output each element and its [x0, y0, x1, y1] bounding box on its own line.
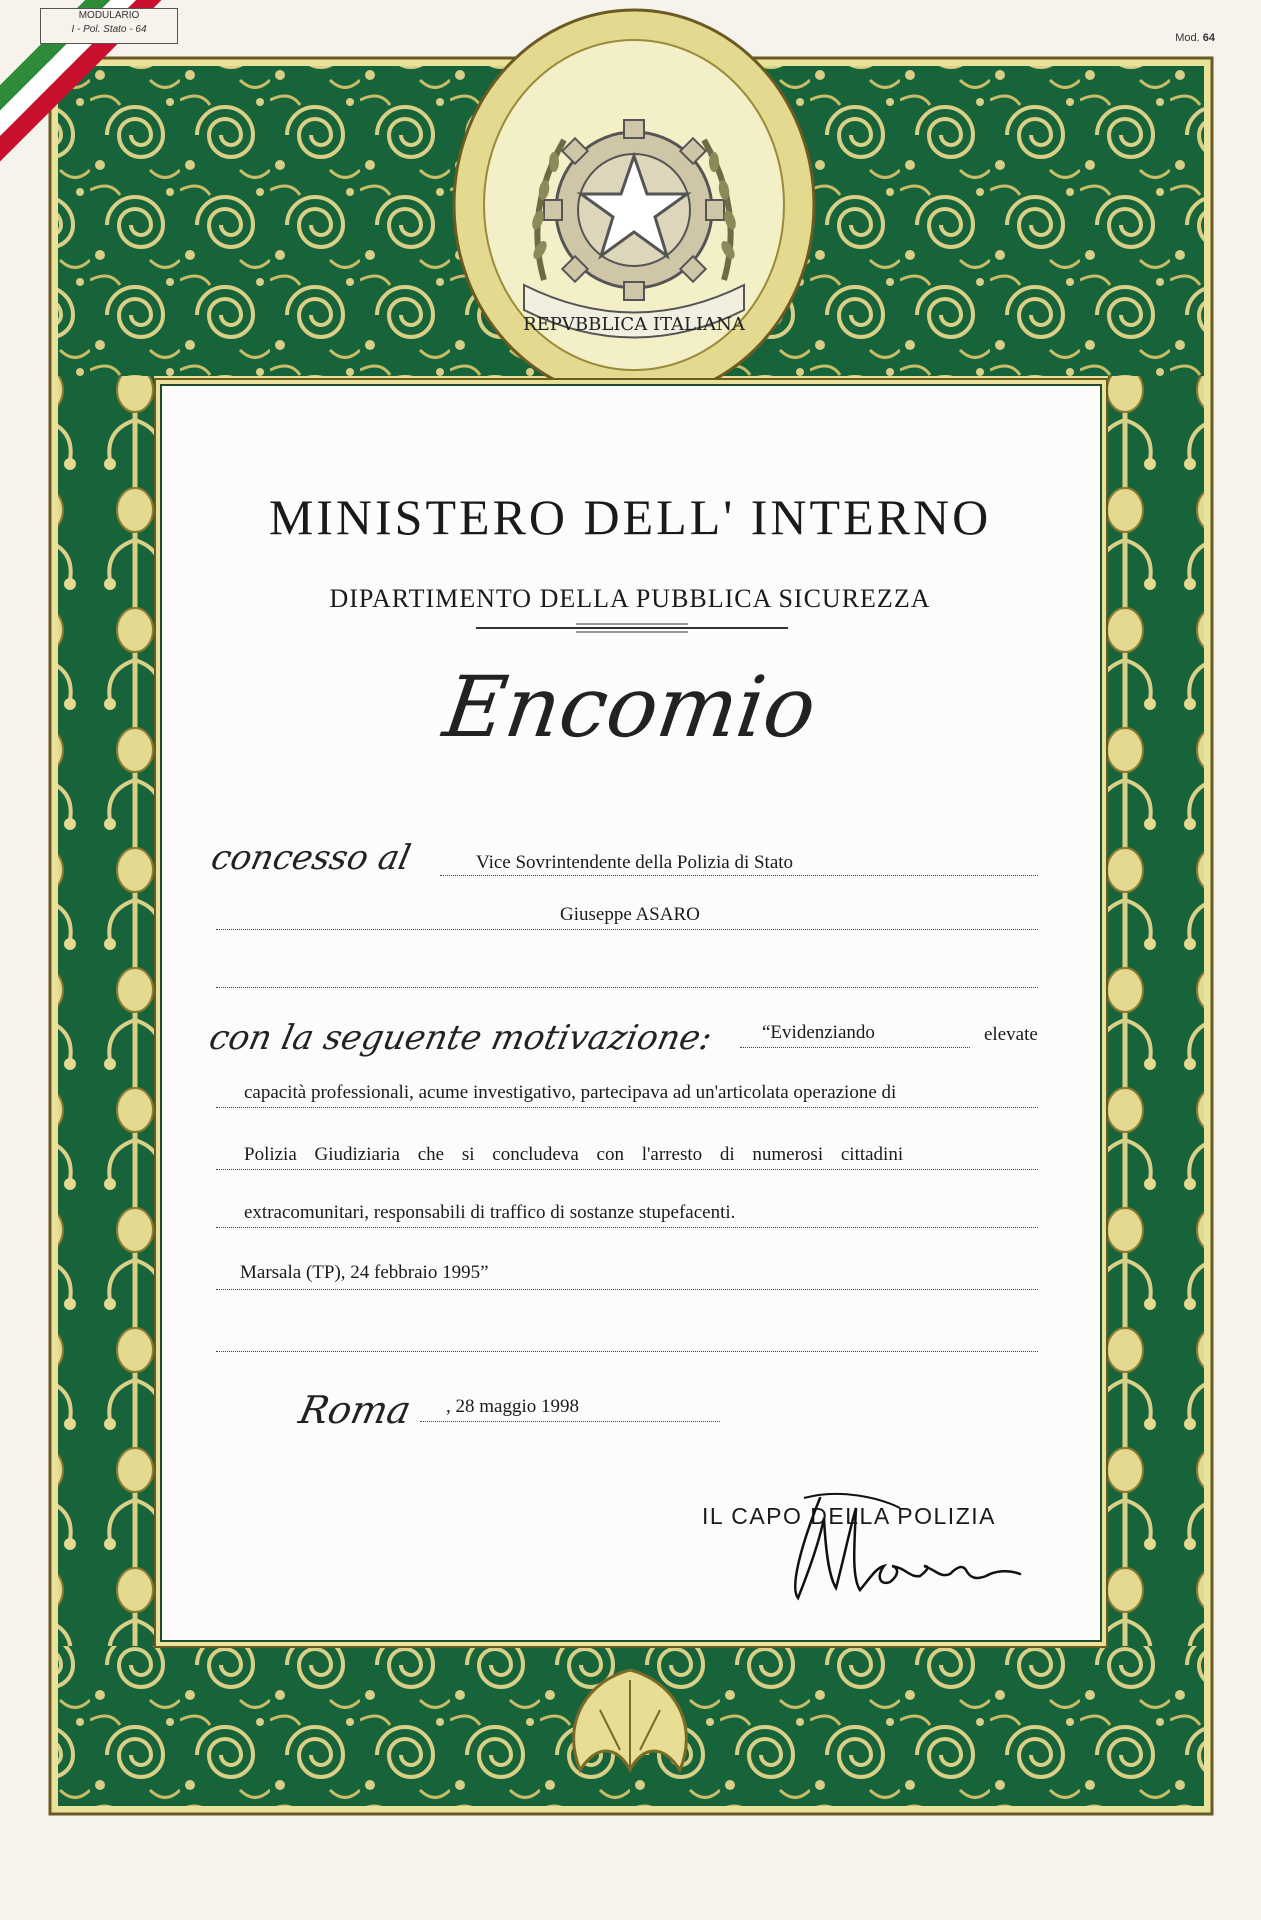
motivation-line-4 — [216, 1226, 1038, 1228]
motivation-line-2 — [216, 1106, 1038, 1108]
form-code-box — [40, 8, 178, 44]
motivation-line-6 — [216, 1350, 1038, 1352]
tricolor-ribbon — [0, 0, 340, 440]
republic-emblem — [504, 80, 764, 370]
recipient-name: Giuseppe ASARO — [560, 904, 700, 925]
motivation-line1-end: elevate — [984, 1024, 1038, 1045]
recipient-rank: Vice Sovrintendente della Polizia di Stato — [476, 852, 794, 873]
motivation-line4: extracomunitari, responsabili di traffico di sostanze stupefacenti. — [244, 1202, 736, 1223]
recipient-label: concesso al — [207, 838, 415, 878]
document-date: , 28 maggio 1998 — [446, 1396, 579, 1417]
date-line — [420, 1420, 720, 1422]
model-number-value: 64 — [1202, 32, 1215, 44]
title-divider — [476, 620, 788, 636]
recipient-line-1 — [440, 874, 1038, 876]
recipient-line-2 — [216, 928, 1038, 930]
department-subtitle: DIPARTIMENTO DELLA PUBBLICA SICUREZZA — [329, 584, 931, 613]
motivation-line-3 — [216, 1168, 1038, 1170]
motivation-line-1 — [740, 1046, 970, 1048]
signatory-title: IL CAPO DELLA POLIZIA — [702, 1503, 996, 1529]
award-title: Encomio — [438, 658, 822, 756]
ministry-title: MINISTERO DELL' INTERNO — [268, 489, 992, 545]
motivation-line3: Polizia Giudiziaria che si concludeva con l'arresto di numerosi cittadini — [244, 1144, 904, 1165]
form-code-line1: MODULARIO — [78, 10, 140, 21]
form-code-line2: I - Pol. Stato - 64 — [71, 24, 147, 35]
motivation-line2: capacità professionali, acume investigativo, partecipava ad un'articolata operazione di — [244, 1082, 897, 1103]
handwritten-signature — [780, 1478, 1040, 1618]
motivation-line5: Marsala (TP), 24 febbraio 1995” — [240, 1262, 489, 1283]
model-prefix: Mod. — [1175, 32, 1200, 44]
certificate-panel — [160, 384, 1102, 1642]
place-label: Roma — [295, 1388, 415, 1432]
emblem-inscription: REPVBBLICA ITALIANA — [523, 314, 745, 335]
recipient-line-3 — [216, 986, 1038, 988]
motivation-label: con la seguente motivazione: — [205, 1018, 716, 1058]
model-number — [1175, 32, 1215, 44]
motivation-line-5 — [216, 1288, 1038, 1290]
motivation-line1-start: “Evidenziando — [762, 1022, 875, 1043]
